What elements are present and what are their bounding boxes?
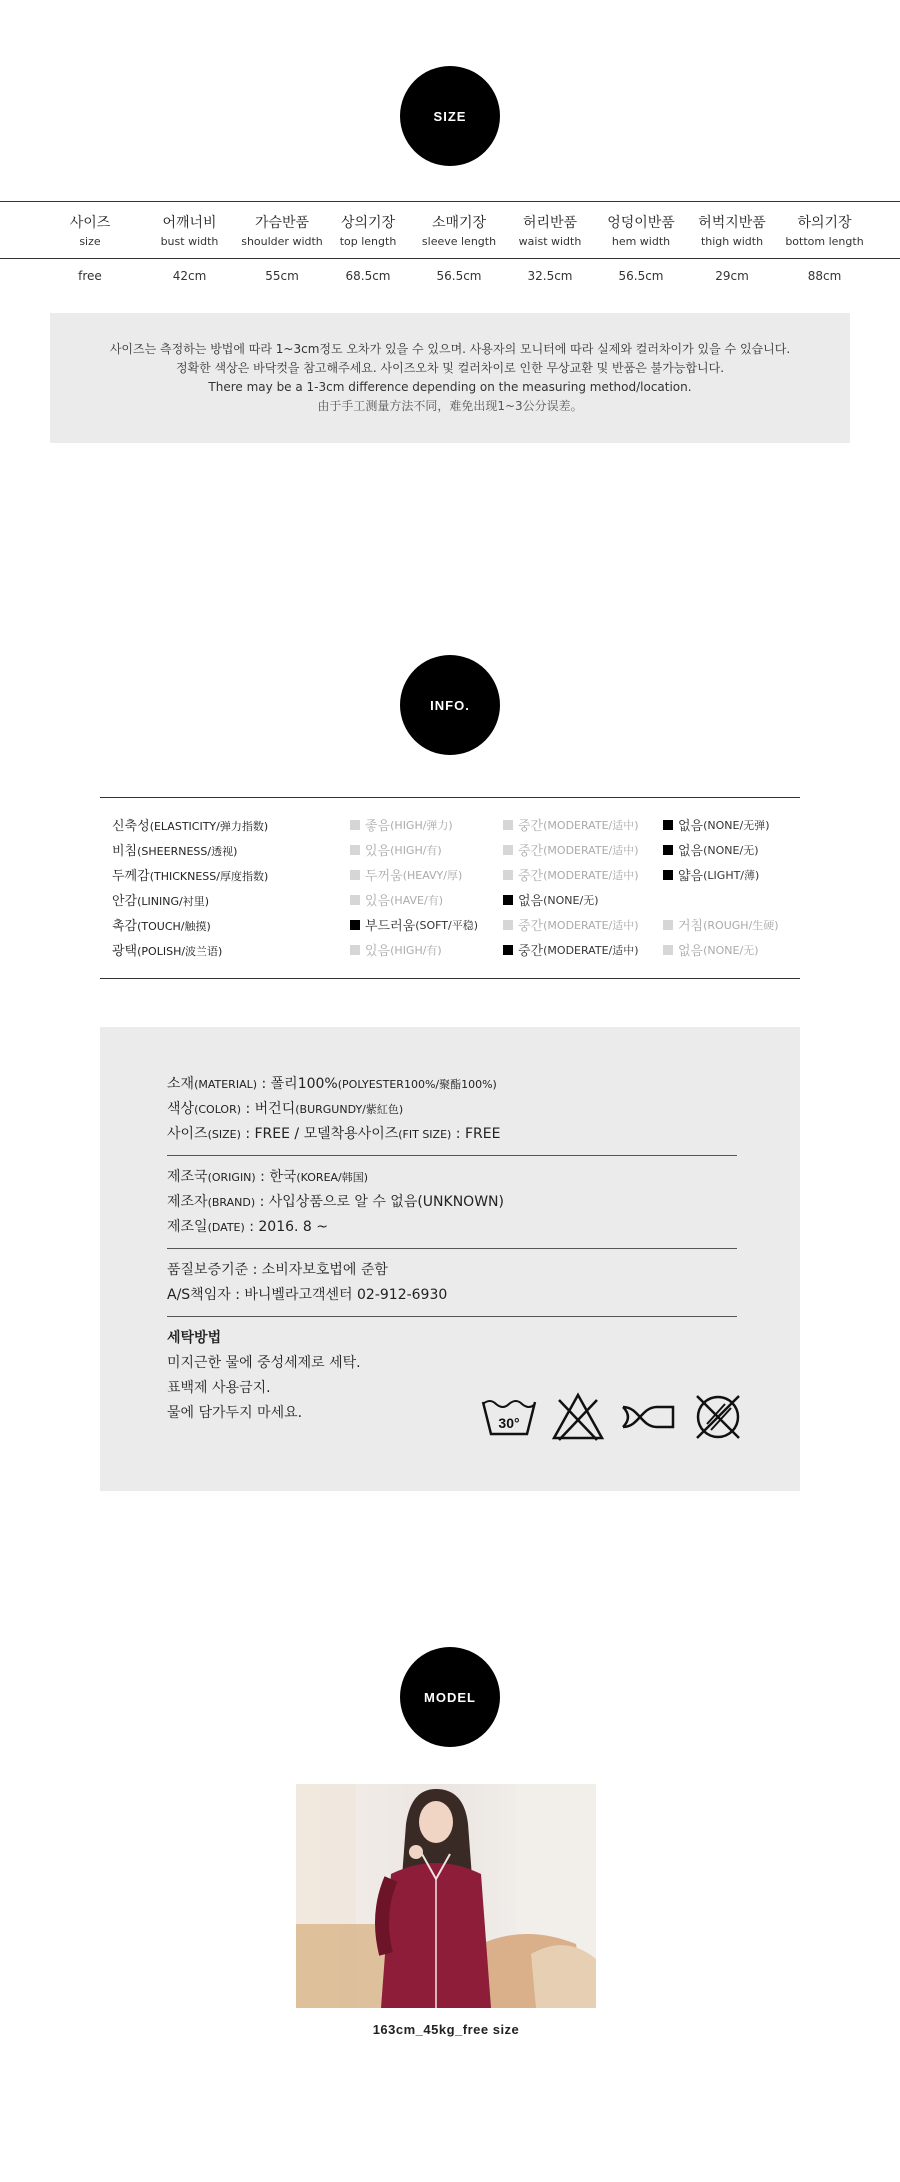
size-header-cell xyxy=(142,212,237,248)
brand-line: 제조자(BRAND) : 사입상품으로 알 수 없음(UNKNOWN) xyxy=(167,1194,504,1210)
as-line: A/S책임자 : 바니벨라고객센터 02-912-6930 xyxy=(167,1287,448,1303)
no-wring-icon xyxy=(619,1403,677,1435)
info-option xyxy=(350,940,503,959)
wash-line-1: 미지근한 물에 중성세제로 세탁. xyxy=(167,1355,361,1371)
info-option xyxy=(350,865,503,884)
material-line: 소재(MATERIAL) : 폴리100%(POLYESTER100%/聚酯100%) xyxy=(167,1076,497,1092)
info-label-sub: (LINING/衬里) xyxy=(137,895,210,908)
divider xyxy=(167,1155,737,1156)
header-label-en: size xyxy=(79,235,101,248)
header-label-en: bottom length xyxy=(785,235,864,248)
info-label-sub: (POLISH/波兰语) xyxy=(137,945,223,958)
info-label-sub: (SHEERNESS/透视) xyxy=(137,845,238,858)
option-label-sub: (NONE/无) xyxy=(703,843,759,857)
model-badge: MODEL xyxy=(400,1647,500,1747)
info-label-sub: (THICKNESS/厚度指数) xyxy=(149,870,269,883)
size-line: 사이즈(SIZE) : FREE / 모델착용사이즈(FIT SIZE) : FREE xyxy=(167,1126,501,1142)
header-label-ko: 엉덩이반품 xyxy=(607,215,675,231)
option-label-ko: 중간 xyxy=(518,819,544,834)
checkbox-square-icon xyxy=(503,920,513,930)
size-value-cell: 42cm xyxy=(172,269,207,283)
checkbox-square-icon xyxy=(663,845,673,855)
header-label-ko: 어깨너비 xyxy=(162,215,217,231)
info-label-sub: (ELASTICITY/弹力指数) xyxy=(149,820,269,833)
header-label-ko: 상의기장 xyxy=(340,215,396,231)
info-label-ko: 촉감 xyxy=(112,919,138,934)
option-label-sub: (MODERATE/适中) xyxy=(543,818,639,832)
size-value-cell: 29cm xyxy=(715,269,749,283)
checkbox-square-icon xyxy=(503,945,513,955)
header-label-en: thigh width xyxy=(700,235,764,248)
checkbox-square-icon xyxy=(350,870,360,880)
header-label-ko: 가슴반품 xyxy=(254,215,310,231)
wash-30-icon xyxy=(481,1396,537,1442)
no-bleach-icon xyxy=(551,1392,605,1446)
size-header-cell xyxy=(50,212,130,248)
svg-text:30°: 30° xyxy=(498,1415,520,1431)
info-option xyxy=(663,915,783,934)
care-icons xyxy=(467,1390,745,1448)
header-label-ko: 하의기장 xyxy=(797,215,852,231)
info-row-label xyxy=(100,815,350,834)
size-header-cell xyxy=(595,212,687,248)
info-row-label xyxy=(100,940,350,959)
option-label-sub: (LIGHT/薄) xyxy=(703,868,760,882)
header-label-ko: 허리반품 xyxy=(522,215,578,231)
info-row xyxy=(100,862,800,887)
header-label-ko: 사이즈 xyxy=(69,215,111,231)
option-label-sub: (HIGH/有) xyxy=(390,843,442,857)
checkbox-square-icon xyxy=(663,870,673,880)
size-header-cell xyxy=(413,212,505,248)
size-value-cell: 56.5cm xyxy=(618,269,664,283)
info-option xyxy=(503,915,663,934)
option-label-sub: (NONE/无弹) xyxy=(703,818,770,832)
checkbox-square-icon xyxy=(663,920,673,930)
info-row xyxy=(100,887,800,912)
option-label-ko: 거침 xyxy=(678,919,704,934)
size-note xyxy=(50,313,850,443)
size-header-cell xyxy=(777,212,872,248)
wash-line-2: 표백제 사용금지. xyxy=(167,1380,271,1396)
checkbox-square-icon xyxy=(350,895,360,905)
header-label-en: top length xyxy=(339,235,397,248)
info-option xyxy=(663,940,783,959)
size-table-header xyxy=(0,202,900,259)
info-label-ko: 비침 xyxy=(112,844,138,859)
info-option xyxy=(350,840,503,859)
product-details xyxy=(100,1027,800,1491)
option-label-sub: (SOFT/平稳) xyxy=(415,918,479,932)
checkbox-square-icon xyxy=(350,920,360,930)
option-label-sub: (MODERATE/适中) xyxy=(543,868,639,882)
option-label-sub: (HEAVY/厚) xyxy=(402,868,463,882)
divider xyxy=(167,1248,737,1249)
size-header-cell xyxy=(241,212,323,248)
size-header-cell xyxy=(509,212,591,248)
option-label-ko: 중간 xyxy=(518,844,544,859)
header-label-en: hem width xyxy=(611,235,671,248)
option-label-sub: (HIGH/有) xyxy=(390,943,442,957)
note-line-en: There may be a 1-3cm difference depending on the measuring method/location. xyxy=(208,380,692,394)
checkbox-square-icon xyxy=(350,845,360,855)
size-header-cell xyxy=(691,212,773,248)
option-label-ko: 없음 xyxy=(678,819,704,834)
checkbox-square-icon xyxy=(350,820,360,830)
option-label-sub: (ROUGH/生硬) xyxy=(703,918,779,932)
model-caption: 163cm_45kg_free size xyxy=(372,2022,520,2037)
option-label-ko: 있음 xyxy=(365,944,391,959)
quality-line: 품질보증기준 : 소비자보호법에 준함 xyxy=(167,1262,388,1278)
info-option-selected xyxy=(663,865,783,884)
option-label-ko: 없음 xyxy=(518,894,544,909)
checkbox-square-icon xyxy=(663,820,673,830)
info-option-selected xyxy=(663,815,783,834)
model-photo xyxy=(296,1784,596,2008)
info-label-ko: 안감 xyxy=(112,894,138,909)
option-label-ko: 중간 xyxy=(518,919,544,934)
header-label-en: waist width xyxy=(518,235,582,248)
wash-line-3: 물에 담가두지 마세요. xyxy=(167,1405,303,1421)
date-line: 제조일(DATE) : 2016. 8 ~ xyxy=(167,1219,329,1235)
option-label-sub: (MODERATE/适中) xyxy=(543,943,639,957)
option-label-ko: 중간 xyxy=(518,869,544,884)
option-label-sub: (NONE/无) xyxy=(703,943,759,957)
info-row xyxy=(100,812,800,837)
note-line-ko-1: 사이즈는 측정하는 방법에 따라 1~3cm정도 오차가 있을 수 있으며. 사용자의 모니터에 따라 실제와 컬러차이가 있을 수 있습니다. xyxy=(109,342,791,356)
info-row xyxy=(100,912,800,937)
option-label-sub: (HIGH/弹力) xyxy=(390,818,453,832)
option-label-ko: 있음 xyxy=(365,844,391,859)
size-table-row xyxy=(0,259,900,293)
divider xyxy=(167,1316,737,1317)
size-table xyxy=(0,201,900,293)
info-option-selected xyxy=(663,840,783,859)
info-label-ko: 신축성 xyxy=(112,819,150,834)
option-label-ko: 두꺼움 xyxy=(365,869,403,884)
option-label-sub: (HAVE/有) xyxy=(390,893,443,907)
info-row-label xyxy=(100,890,350,909)
info-option xyxy=(350,815,503,834)
info-label-ko: 두께감 xyxy=(112,869,150,884)
option-label-sub: (MODERATE/适中) xyxy=(543,843,639,857)
info-row-label xyxy=(100,840,350,859)
checkbox-square-icon xyxy=(663,945,673,955)
size-value-cell: 32.5cm xyxy=(527,269,573,283)
size-value-cell: 56.5cm xyxy=(436,269,482,283)
info-option-selected xyxy=(350,915,503,934)
option-label-ko: 중간 xyxy=(518,944,544,959)
header-label-ko: 허벅지반품 xyxy=(698,215,766,231)
header-label-en: sleeve length xyxy=(421,235,497,248)
checkbox-square-icon xyxy=(503,870,513,880)
option-label-sub: (NONE/无) xyxy=(543,893,599,907)
info-row xyxy=(100,837,800,862)
checkbox-square-icon xyxy=(503,845,513,855)
checkbox-square-icon xyxy=(350,945,360,955)
info-row-label xyxy=(100,865,350,884)
option-label-ko: 좋음 xyxy=(365,819,391,834)
option-label-ko: 있음 xyxy=(365,894,391,909)
no-tumble-dry-icon xyxy=(691,1390,745,1448)
info-option xyxy=(503,815,663,834)
header-label-en: bust width xyxy=(160,235,219,248)
option-label-ko: 없음 xyxy=(678,844,704,859)
option-label-ko: 없음 xyxy=(678,944,704,959)
color-line: 색상(COLOR) : 버건디(BURGUNDY/紫紅色) xyxy=(167,1101,404,1117)
option-label-ko: 얇음 xyxy=(678,869,704,884)
checkbox-square-icon xyxy=(503,820,513,830)
info-badge: INFO. xyxy=(400,655,500,755)
wash-title: 세탁방법 xyxy=(167,1330,222,1346)
info-option-selected xyxy=(503,940,663,959)
checkbox-square-icon xyxy=(503,895,513,905)
info-option xyxy=(503,865,663,884)
header-label-en: shoulder width xyxy=(241,235,323,248)
origin-line: 제조국(ORIGIN) : 한국(KOREA/韩国) xyxy=(167,1169,369,1185)
info-option xyxy=(503,840,663,859)
note-line-cn: 由于手工测量方法不同，难免出现1~3公分误差。 xyxy=(317,399,583,413)
info-row xyxy=(100,937,800,962)
size-value-cell: free xyxy=(78,269,102,283)
size-header-cell xyxy=(327,212,409,248)
info-label-sub: (TOUCH/触摸) xyxy=(137,920,211,933)
note-line-ko-2: 정확한 색상은 바닥컷을 참고해주세요. 사이즈오차 및 컬러차이로 인한 무상교환 및 반품은 불가능합니다. xyxy=(175,361,725,375)
info-option-selected xyxy=(503,890,663,909)
option-label-sub: (MODERATE/适中) xyxy=(543,918,639,932)
info-option xyxy=(350,890,503,909)
info-row-label xyxy=(100,915,350,934)
info-label-ko: 광택 xyxy=(112,944,138,959)
info-table xyxy=(100,797,800,979)
size-value-cell: 55cm xyxy=(265,269,299,283)
header-label-ko: 소매기장 xyxy=(431,215,487,231)
size-value-cell: 68.5cm xyxy=(345,269,391,283)
option-label-ko: 부드러움 xyxy=(365,919,416,934)
size-badge: SIZE xyxy=(400,66,500,166)
size-value-cell: 88cm xyxy=(807,269,842,283)
